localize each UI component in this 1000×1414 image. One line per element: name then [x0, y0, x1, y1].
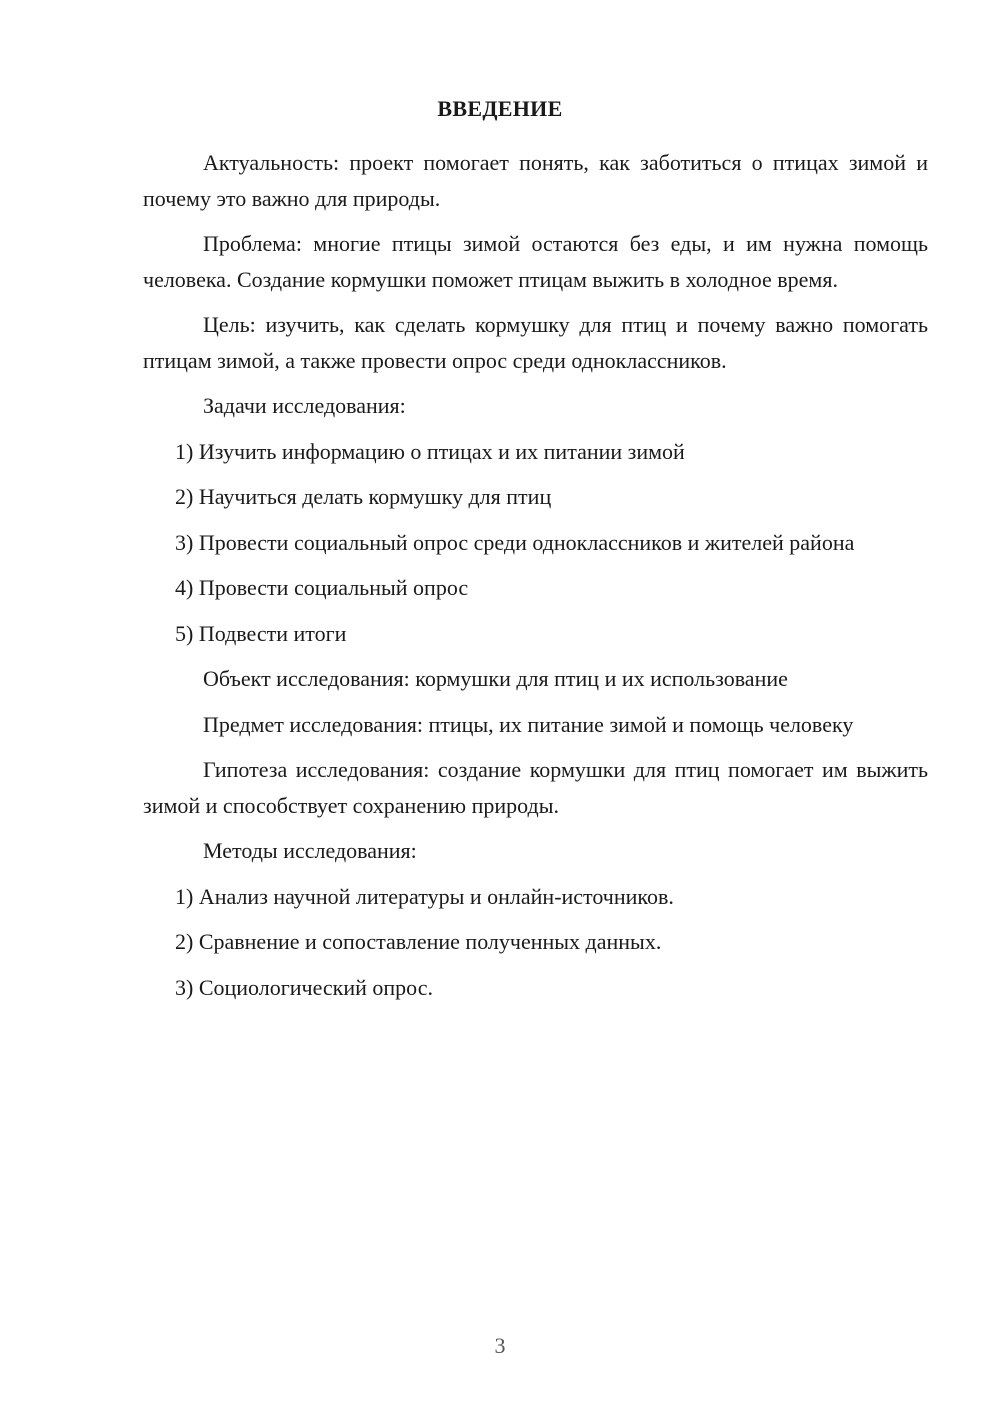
paragraph-relevance: Актуальность: проект помогает понять, как заботиться о птицах зимой и почему это важно для природы. — [143, 150, 928, 211]
task-item-4: 4) Провести социальный опрос — [175, 575, 469, 600]
task-item-3: 3) Провести социальный опрос среди одноклассников и жителей района — [175, 529, 855, 555]
methods-heading: Методы исследования: — [203, 838, 417, 863]
task-item-5: 5) Подвести итоги — [175, 620, 347, 646]
page-number: 3 — [494, 1333, 506, 1358]
task-item-1: 1) Изучить информацию о птицах и их питании зимой — [175, 438, 685, 464]
paragraph-goal: Цель: изучить, как сделать кормушку для птиц и почему важно помогать птицам зимой, а также провести опрос среди одноклассников. — [143, 312, 928, 373]
method-item-3: 3) Социологический опрос. — [175, 974, 433, 1000]
paragraph-subject: Предмет исследования: птицы, их питание зимой и помощь человеку — [203, 711, 854, 737]
paragraph-object: Объект исследования: кормушки для птиц и их использование — [203, 666, 788, 691]
method-item-1: 1) Анализ научной литературы и онлайн-источников. — [175, 883, 674, 909]
document-body — [143, 145, 928, 1015]
paragraph-hypothesis: Гипотеза исследования: создание кормушки для птиц помогает им выжить зимой и способствует сохранению природы. — [143, 757, 928, 818]
page-title: ВВЕДЕНИЕ — [437, 96, 563, 121]
method-item-2: 2) Сравнение и сопоставление полученных данных. — [175, 929, 662, 954]
task-item-2: 2) Научиться делать кормушку для птиц — [175, 484, 552, 509]
tasks-heading: Задачи исследования: — [203, 393, 406, 418]
paragraph-problem: Проблема: многие птицы зимой остаются без еды, и им нужна помощь человека. Создание кормушки поможет птицам выжить в холодное время. — [143, 231, 928, 292]
